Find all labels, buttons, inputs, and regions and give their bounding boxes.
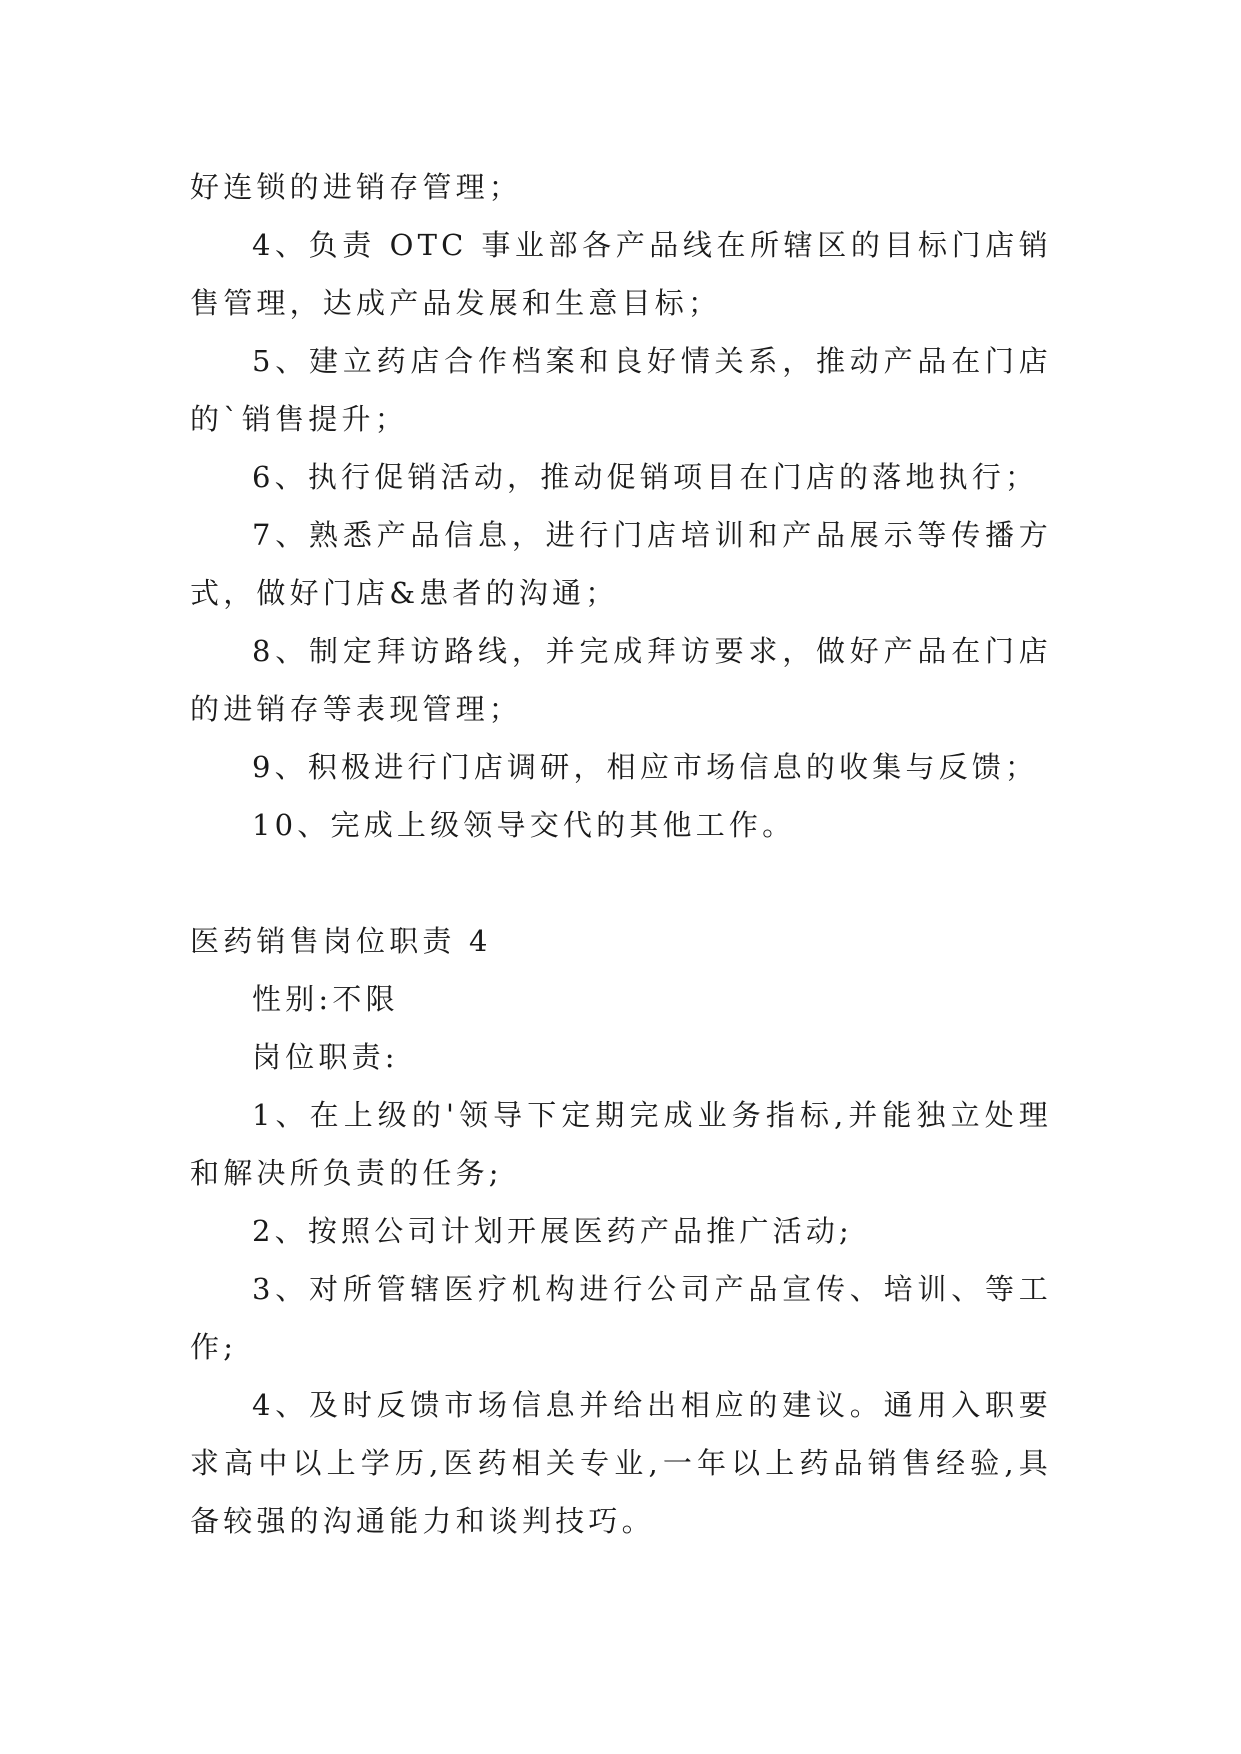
section-item-3: 3、对所管辖医疗机构进行公司产品宣传、培训、等工作; [190,1272,1052,1364]
section-item-4: 4、及时反馈市场信息并给出相应的建议。通用入职要求高中以上学历,医药相关专业,一年以上药品销售经验,具备较强的沟通能力和谈判技巧。 [190,1388,1052,1538]
paragraph-item-4: 4、负责 OTC 事业部各产品线在所辖区的目标门店销售管理，达成产品发展和生意目标； [190,228,1052,320]
paragraph-item-9: 9、积极进行门店调研，相应市场信息的收集与反馈； [252,750,1039,784]
paragraph-item-10: 10、完成上级领导交代的其他工作。 [252,808,796,842]
paragraph-item-5: 5、建立药店合作档案和良好情关系，推动产品在门店的`销售提升； [190,344,1052,436]
section-item-2: 2、按照公司计划开展医药产品推广活动; [252,1214,854,1248]
paragraph-item-6: 6、执行促销活动，推动促销项目在门店的落地执行； [252,460,1039,494]
paragraph-item-7: 7、熟悉产品信息，进行门店培训和产品展示等传播方式，做好门店&患者的沟通； [190,518,1052,610]
section-duties-label: 岗位职责: [252,1040,399,1074]
paragraph-item-8: 8、制定拜访路线，并完成拜访要求，做好产品在门店的进销存等表现管理； [190,634,1052,726]
paragraph-continuation: 好连锁的进销存管理； [190,170,523,204]
section-title: 医药销售岗位职责 4 [190,924,492,958]
document-body [190,158,1052,1550]
section-item-1: 1、在上级的'领导下定期完成业务指标,并能独立处理和解决所负责的任务; [190,1098,1052,1190]
section-gender: 性别:不限 [252,982,399,1016]
